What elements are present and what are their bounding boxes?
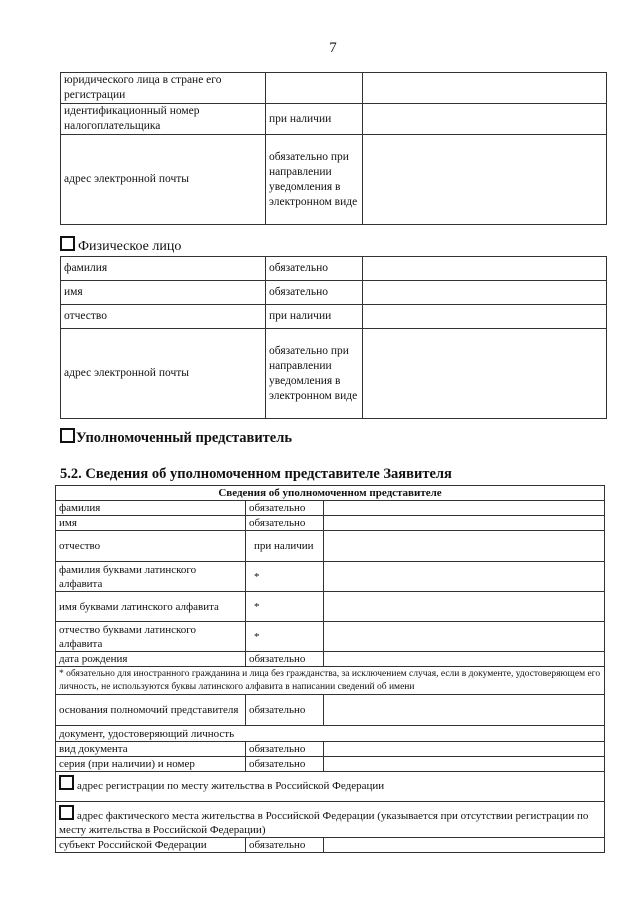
actual-address-label: адрес фактического места жительства в Российской Федерации (указывается при отсутствии регистрации по месту жительства в Российской Федерации) <box>59 810 589 836</box>
value-field[interactable] <box>324 516 605 531</box>
value-field[interactable] <box>324 695 605 726</box>
row-requirement: обязательно <box>266 281 363 305</box>
footnote: * обязательно для иностранного гражданина и лица без гражданства, за исключением случая, если в документе, удостоверяющем его личность, не используются буквы латинского алфавита в написании сведений об имени <box>56 667 605 695</box>
row-label: дата рождения <box>56 652 246 667</box>
row-requirement: * <box>246 592 324 622</box>
table-row <box>56 838 605 853</box>
value-field[interactable] <box>324 562 605 592</box>
value-field[interactable] <box>324 757 605 772</box>
row-label: идентификационный номер налогоплательщика <box>61 104 266 135</box>
table-row <box>56 531 605 562</box>
value-field[interactable] <box>363 281 607 305</box>
row-requirement: обязательно при направлении уведомления в электронном виде <box>266 135 363 225</box>
value-field[interactable] <box>324 652 605 667</box>
row-label: вид документа <box>56 742 246 757</box>
row-requirement: * <box>246 622 324 652</box>
table-row <box>61 305 607 329</box>
value-field[interactable] <box>324 592 605 622</box>
row-requirement: обязательно при направлении уведомления в электронном виде <box>266 329 363 419</box>
table-row <box>56 742 605 757</box>
row-label: имя <box>56 516 246 531</box>
table-row <box>56 695 605 726</box>
table-header: Сведения об уполномоченном представителе <box>56 486 605 501</box>
registration-address-label: адрес регистрации по месту жительства в Российской Федерации <box>77 780 385 792</box>
representative-option[interactable] <box>60 428 292 447</box>
checkbox-icon[interactable] <box>60 236 75 251</box>
row-label: серия (при наличии) и номер <box>56 757 246 772</box>
table-row <box>56 592 605 622</box>
row-requirement: обязательно <box>246 742 324 757</box>
table-row <box>61 73 607 104</box>
row-label: основания полномочий представителя <box>56 695 246 726</box>
table-row <box>61 104 607 135</box>
row-label: отчество <box>61 305 266 329</box>
individual-table <box>60 256 607 419</box>
value-field[interactable] <box>363 329 607 419</box>
legal-entity-table <box>60 72 607 225</box>
value-field[interactable] <box>324 531 605 562</box>
table-row <box>61 329 607 419</box>
value-field[interactable] <box>363 305 607 329</box>
individual-label: Физическое лицо <box>78 239 182 254</box>
row-label: фамилия буквами латинского алфавита <box>56 562 246 592</box>
row-label: субъект Российской Федерации <box>56 838 246 853</box>
table-row <box>56 622 605 652</box>
value-field[interactable] <box>324 622 605 652</box>
row-requirement: обязательно <box>246 695 324 726</box>
section-heading: 5.2. Сведения об уполномоченном представителе Заявителя <box>60 466 452 482</box>
table-row <box>56 757 605 772</box>
row-label: отчество буквами латинского алфавита <box>56 622 246 652</box>
table-row <box>56 501 605 516</box>
row-label: имя буквами латинского алфавита <box>56 592 246 622</box>
row-requirement: обязательно <box>246 652 324 667</box>
table-row <box>61 257 607 281</box>
row-requirement: при наличии <box>266 305 363 329</box>
row-requirement: обязательно <box>266 257 363 281</box>
row-label: имя <box>61 281 266 305</box>
row-requirement: обязательно <box>246 838 324 853</box>
value-field[interactable] <box>363 104 607 135</box>
actual-address-option[interactable] <box>56 802 605 838</box>
row-label: адрес электронной почты <box>61 135 266 225</box>
id-document-header: документ, удостоверяющий личность <box>56 726 605 742</box>
registration-address-option[interactable] <box>56 772 605 802</box>
checkbox-icon[interactable] <box>59 775 74 790</box>
table-row <box>56 562 605 592</box>
row-label: адрес электронной почты <box>61 329 266 419</box>
row-requirement <box>266 73 363 104</box>
page-number: 7 <box>329 40 337 56</box>
value-field[interactable] <box>324 838 605 853</box>
representative-table <box>55 485 605 853</box>
row-requirement: обязательно <box>246 757 324 772</box>
table-row <box>56 652 605 667</box>
value-field[interactable] <box>324 501 605 516</box>
row-requirement: при наличии <box>266 104 363 135</box>
row-label: юридического лица в стране его регистрации <box>61 73 266 104</box>
row-label: фамилия <box>56 501 246 516</box>
table-row <box>61 281 607 305</box>
value-field[interactable] <box>363 135 607 225</box>
row-requirement: при наличии <box>246 531 324 562</box>
row-requirement: обязательно <box>246 516 324 531</box>
checkbox-icon[interactable] <box>59 805 74 820</box>
row-requirement: * <box>246 562 324 592</box>
table-row <box>56 516 605 531</box>
checkbox-icon[interactable] <box>60 428 75 443</box>
table-row <box>61 135 607 225</box>
representative-label: Уполномоченный представитель <box>76 430 293 446</box>
row-label: фамилия <box>61 257 266 281</box>
row-label: отчество <box>56 531 246 562</box>
individual-option[interactable] <box>60 236 181 255</box>
value-field[interactable] <box>363 257 607 281</box>
value-field[interactable] <box>324 742 605 757</box>
row-requirement: обязательно <box>246 501 324 516</box>
value-field[interactable] <box>363 73 607 104</box>
